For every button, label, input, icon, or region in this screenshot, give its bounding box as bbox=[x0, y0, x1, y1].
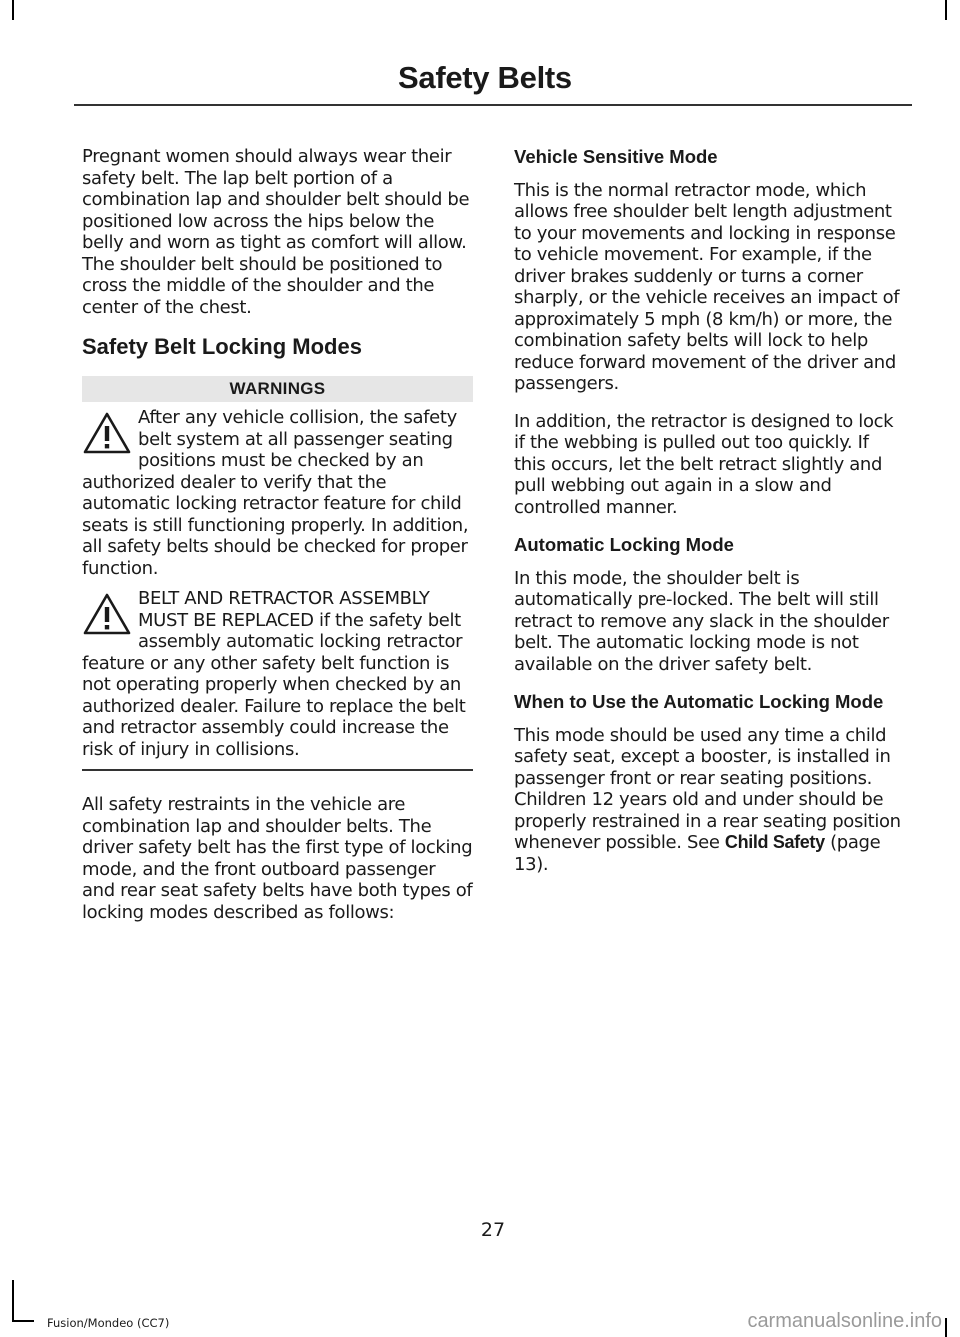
body-paragraph: This is the normal retractor mode, which allows free shoulder belt length adjustment to your movements and locking in response to vehicle movement. For example, if the driver brakes suddenly or turns a corner sharply, or the vehicle receives an impact of approximately 5 mph (8 km/h) or more, the combination safety belts will lock to help reduce forward movement of the driver and passengers. bbox=[514, 179, 900, 394]
model-footer: Fusion/Mondeo (CC7) bbox=[47, 1316, 170, 1330]
warning-triangle-icon bbox=[82, 592, 132, 636]
intro-paragraph: Pregnant women should always wear their safety belt. The lap belt portion of a combination lap and shoulder belt should be positioned low across the hips below the belly and worn as tight as comfort will allow. The shoulder belt should be positioned to cross the middle of the shoulder and the center of the chest. bbox=[82, 146, 470, 318]
warning-item bbox=[82, 407, 473, 579]
body-paragraph: In this mode, the shoulder belt is automatically pre-locked. The belt will still retract to remove any slack in the shoulder belt. The automatic locking mode is not available on the driver safety belt. bbox=[514, 567, 889, 675]
left-column bbox=[82, 146, 473, 923]
child-safety-link[interactable]: Child Safety bbox=[724, 832, 825, 852]
section-heading: Safety Belt Locking Modes bbox=[82, 334, 362, 359]
right-column bbox=[514, 146, 905, 875]
warning-item bbox=[82, 588, 473, 760]
warning-text: After any vehicle collision, the safety belt system at all passenger seating positions must be checked by an authorized dealer to verify that the automatic locking retractor feature for child seats is still functioning properly. In addition, all safety belts should be checked for proper function. bbox=[82, 407, 469, 579]
page-title: Safety Belts bbox=[398, 60, 572, 95]
watermark: carmanualsonline.info bbox=[747, 1310, 942, 1332]
warning-text: BELT AND RETRACTOR ASSEMBLY MUST BE REPLACED if the safety belt assembly automatic locking retractor feature or any other safety belt function is not operating properly when checked by an authorized dealer. Failure to replace the belt and retractor assembly could increase the risk of injury in collisions. bbox=[82, 588, 466, 760]
body-paragraph: In addition, the retractor is designed to lock if the webbing is pulled out too quickly. If this occurs, let the belt retract slightly and pull webbing out again in a slow and controlled manner. bbox=[514, 410, 894, 518]
body-paragraph bbox=[514, 725, 905, 876]
crop-mark bbox=[945, 1318, 947, 1337]
crop-mark bbox=[945, 0, 947, 20]
outro-paragraph: All safety restraints in the vehicle are combination lap and shoulder belts. The driver safety belt has the first type of locking mode, and the front outboard passenger and rear seat safety belts have both types of locking modes described as follows: bbox=[82, 794, 473, 923]
page-number: 27 bbox=[480, 1219, 506, 1241]
crop-mark bbox=[12, 0, 14, 20]
subsection-heading: Automatic Locking Mode bbox=[514, 534, 734, 555]
warnings-header: WARNINGS bbox=[82, 376, 473, 402]
warnings-divider bbox=[82, 769, 473, 771]
subsection-heading: When to Use the Automatic Locking Mode bbox=[514, 691, 884, 712]
page-reference: (page 13). bbox=[514, 832, 881, 875]
crop-mark bbox=[12, 1320, 34, 1322]
subsection-heading: Vehicle Sensitive Mode bbox=[514, 146, 718, 167]
warning-triangle-icon bbox=[82, 411, 132, 455]
paragraph-text: This mode should be used any time a child safety seat, except a booster, is installed in passenger front or rear seating positions. Children 12 years old and under should be properly restrained in a rear seating position whenever possible. See bbox=[514, 724, 901, 853]
crop-mark bbox=[12, 1280, 14, 1320]
header-divider bbox=[74, 104, 912, 106]
